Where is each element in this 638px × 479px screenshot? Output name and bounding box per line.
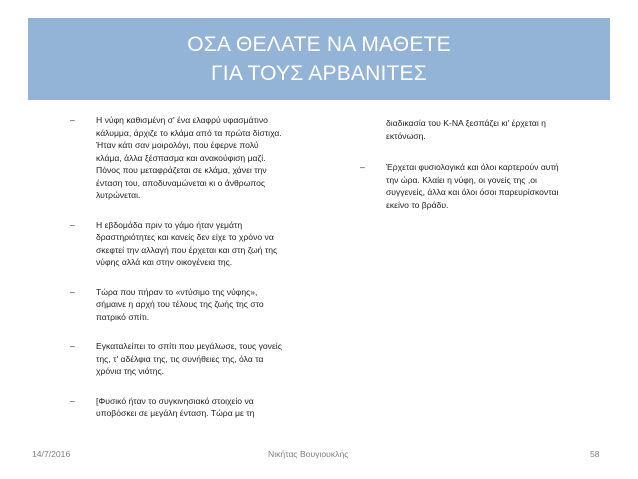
text-line: διαδικασία του Κ-ΝΑ ξεσπάζει κι' έρχεται η: [386, 118, 546, 128]
text-line: Πόνος που μεταφράζεται σε κλάμα, χάνει την: [96, 165, 267, 175]
text-line: κλάμα, άλλα ξέσπασμα και ανακούφιση μαζί.: [96, 152, 266, 163]
footer-date: 14/7/2016: [32, 449, 71, 459]
text-line: νύφης αλλά και στην οικογένεια της.: [96, 257, 233, 267]
title-line-1: ΟΣΑ ΘΕΛΑΤΕ ΝΑ ΜΑΘΕΤΕ: [187, 33, 451, 56]
right-column: [360, 117, 605, 228]
text-line: δραστηριότητες και κανείς δεν είχε το χρόνο να: [96, 232, 274, 242]
bullet-dash: –: [360, 162, 365, 172]
text-line: λυτρώνεται.: [96, 190, 141, 200]
bullet-item: [70, 340, 315, 378]
bullet-dash: –: [70, 395, 75, 406]
text-line: [Φυσικό ήταν το συγκινησιακό στοιχείο να: [96, 395, 254, 406]
bullet-item: [70, 395, 315, 420]
text-line: Τώρα που πήραν το «ντύσιμο της νύφης»,: [96, 286, 258, 297]
bullet-dash: –: [70, 219, 75, 230]
text-line: εκείνο το βράδυ.: [386, 199, 449, 210]
text-line: ένταση του, αποδυναμώνεται κι ο άνθρωπος: [96, 177, 266, 188]
text-line: εκτόνωση.: [386, 130, 426, 141]
bullet-item: [70, 219, 315, 269]
text-line: πατρικό σπίτι.: [96, 311, 150, 322]
text-line: την ώρα. Κλαίει η νύφη, οι γονείς της ,οι: [386, 174, 537, 185]
text-line: Ήταν κάτι σαν μοιρολόγι, που έφερνε πολύ: [96, 140, 259, 150]
text-line: της, τ' αδέλφια της, τις συνήθειες της, όλα τα: [96, 353, 264, 364]
bullet-item: [70, 286, 315, 324]
bullet-dash: –: [70, 341, 75, 351]
text-line: χρόνια της νιότης.: [96, 366, 165, 376]
text-line: Η εβδομάδα πριν το γάμο ήταν γεμάτη: [96, 219, 243, 230]
bullet-item: [360, 161, 605, 211]
title-band: [28, 18, 610, 100]
footer-author: Νικήτας Βουγιουκλής: [268, 449, 349, 459]
text-line: κάλυμμα, άρχιζε το κλάμα από τα πρώτα δίστιχα.: [96, 127, 282, 138]
bullet-dash: –: [70, 115, 75, 125]
left-column: [70, 114, 315, 437]
bullet-dash: –: [70, 286, 75, 297]
page-number: 58: [590, 449, 600, 459]
continuation-text: [386, 117, 605, 142]
text-line: Εγκαταλείπει το σπίτι που μεγάλωσε, τους γονείς: [96, 341, 282, 351]
text-line: υποβόσκει σε μεγάλη ένταση. Τώρα με τη: [96, 408, 255, 418]
text-line: σήμαινε η αρχή του τέλους της ζωής της στο: [96, 299, 264, 309]
bullet-item: [70, 114, 315, 202]
text-line: σκεφτεί την αλλαγή που έρχεται και στη ζωή της: [96, 244, 278, 255]
text-line: Η νύφη καθισμένη σ' ένα ελαφρύ υφασμάτινο: [96, 115, 268, 125]
title-line-2: ΓΙΑ ΤΟΥΣ ΑΡΒΑΝΙΤΕΣ: [211, 62, 427, 85]
text-line: Έρχεται φυσιολογικά και όλοι καρτερούν αυτή: [386, 162, 559, 172]
text-line: συγγενείς, άλλα και όλοι όσοι παρευρίσκονται: [386, 187, 559, 197]
